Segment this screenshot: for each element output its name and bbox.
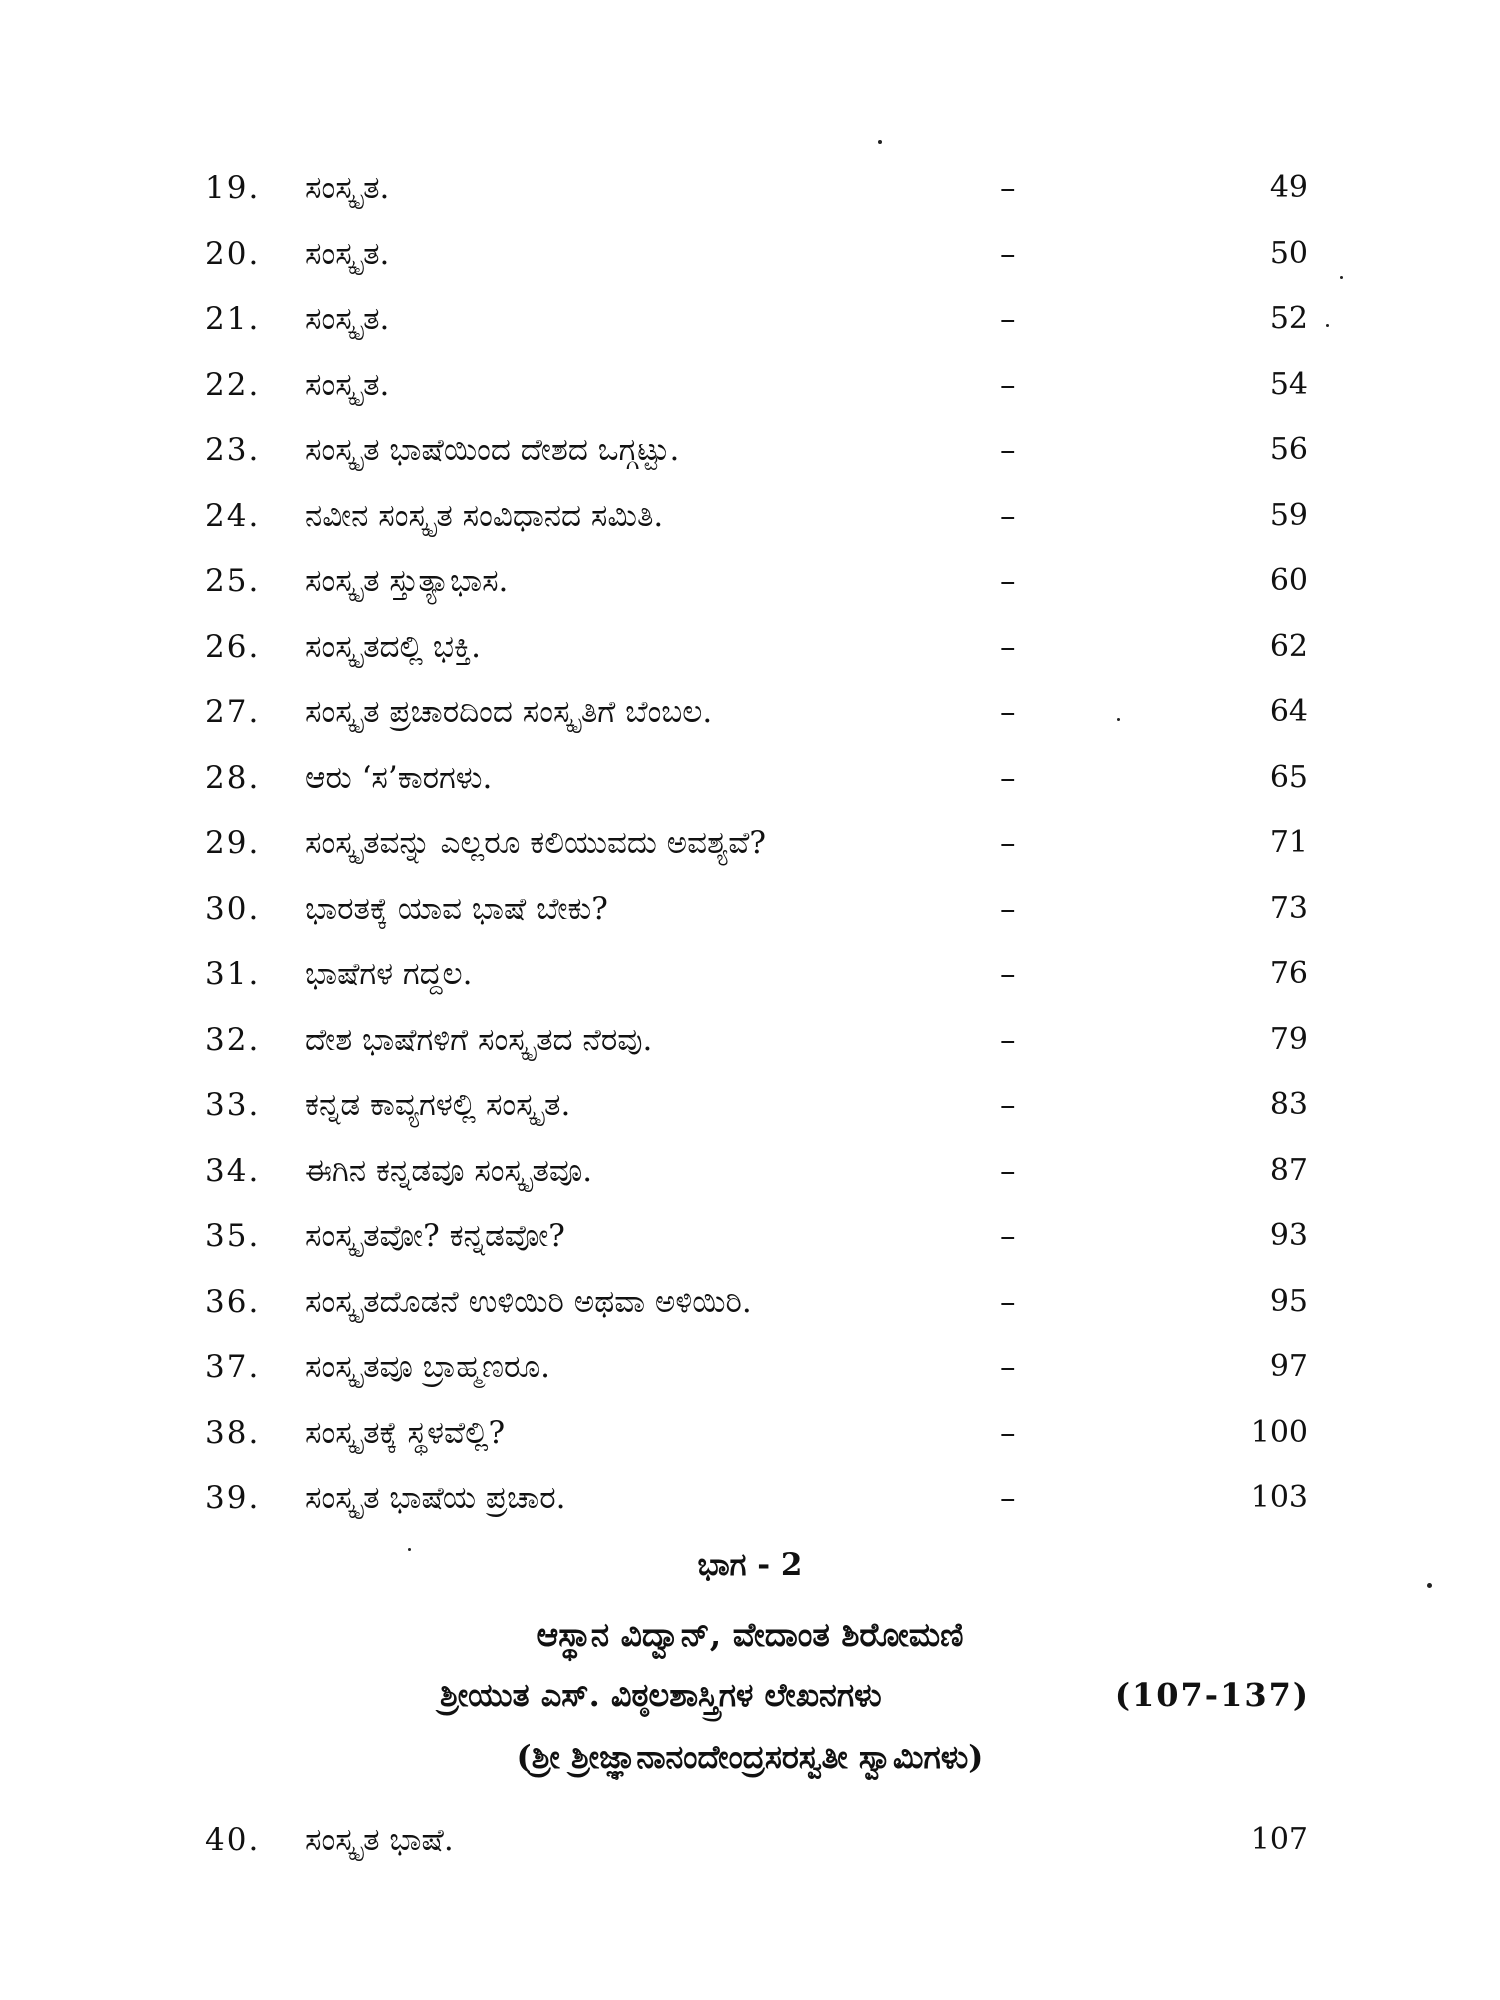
toc-entry [0,813,1500,873]
entry-title: ಸಂಸ್ಕೃತ. [305,367,390,403]
entry-title: ಸಂಸ್ಕೃತವೋ? ಕನ್ನಡವೋ? [305,1218,565,1254]
entry-page-number: 59 [1269,498,1308,533]
entry-number: 21. [205,301,261,337]
entry-number: 26. [205,629,261,665]
entry-title: ಭಾಷೆಗಳ ಗದ್ದಲ. [305,956,473,992]
entry-page-number: 79 [1269,1022,1308,1057]
entry-number: 30. [205,891,261,927]
toc-entry [0,1010,1500,1070]
toc-entry [0,879,1500,939]
entry-title: ದೇಶ ಭಾಷೆಗಳಿಗೆ ಸಂಸ್ಕೃತದ ನೆರವು. [305,1022,653,1058]
entry-number: 20. [205,236,261,272]
entry-page-number: 50 [1269,236,1308,271]
scan-speck [1427,1583,1432,1588]
entry-title: ಸಂಸ್ಕೃತ ಭಾಷೆ. [305,1822,454,1858]
entry-dash: – [1000,1415,1016,1451]
toc-entry [0,289,1500,349]
scan-speck [1117,718,1120,721]
scan-speck [1340,276,1343,279]
entry-dash: – [1000,170,1016,206]
entry-number: 40. [205,1822,261,1858]
entry-title: ಸಂಸ್ಕೃತವನ್ನು ಎಲ್ಲರೂ ಕಲಿಯುವದು ಅವಶ್ಯವೆ? [305,825,767,861]
part-page-range: (107-137) [1114,1676,1310,1714]
toc-entry [0,158,1500,218]
entry-title: ಸಂಸ್ಕೃತದೊಡನೆ ಉಳಿಯಿರಿ ಅಥವಾ ಅಳಿಯಿರಿ. [305,1284,752,1320]
entry-number: 28. [205,760,261,796]
entry-page-number: 83 [1269,1087,1308,1122]
entry-page-number: 73 [1269,891,1308,926]
entry-title: ಆರು ‘ಸ’ಕಾರಗಳು. [305,760,493,796]
entry-page-number: 107 [1250,1822,1308,1857]
toc-entry [0,748,1500,808]
entry-title: ಕನ್ನಡ ಕಾವ್ಯಗಳಲ್ಲಿ ಸಂಸ್ಕೃತ. [305,1087,571,1123]
entry-number: 38. [205,1415,261,1451]
toc-entry [0,1403,1500,1463]
part-author: ಶ್ರೀಯುತ ಎಸ್. ವಿಠ್ಠಲಶಾಸ್ತ್ರಿಗಳ ಲೇಖನಗಳು [440,1676,882,1714]
entry-title: ನವೀನ ಸಂಸ್ಕೃತ ಸಂವಿಧಾನದ ಸಮಿತಿ. [305,498,664,534]
scan-speck [408,1548,411,1551]
entry-title: ಭಾರತಕ್ಕೆ ಯಾವ ಭಾಷೆ ಬೇಕು? [305,891,608,927]
entry-number: 22. [205,367,261,403]
entry-number: 19. [205,170,261,206]
toc-entry [0,1810,1500,1870]
toc-entry [0,551,1500,611]
entry-dash: – [1000,1087,1016,1123]
entry-page-number: 56 [1269,432,1308,467]
entry-dash: – [1000,301,1016,337]
toc-entry [0,420,1500,480]
entry-page-number: 103 [1250,1480,1308,1515]
entry-dash: – [1000,367,1016,403]
entry-title: ಸಂಸ್ಕೃತದಲ್ಲಿ ಭಕ್ತಿ. [305,629,482,665]
entry-number: 33. [205,1087,261,1123]
entry-number: 32. [205,1022,261,1058]
toc-entry [0,486,1500,546]
entry-number: 29. [205,825,261,861]
entry-number: 25. [205,563,261,599]
entry-page-number: 95 [1269,1284,1308,1319]
entry-page-number: 60 [1269,563,1308,598]
toc-entry [0,1141,1500,1201]
toc-entry [0,682,1500,742]
entry-title: ಸಂಸ್ಕೃತ ಸ್ತುತ್ಯಾಭಾಸ. [305,563,509,599]
scan-speck [1326,324,1329,327]
entry-title: ಸಂಸ್ಕೃತ. [305,236,390,272]
toc-entry [0,1272,1500,1332]
toc-entry [0,355,1500,415]
entry-page-number: 93 [1269,1218,1308,1253]
entry-dash: – [1000,629,1016,665]
entry-dash: – [1000,432,1016,468]
entry-title: ಸಂಸ್ಕೃತ ಭಾಷೆಯಿಂದ ದೇಶದ ಒಗ್ಗಟ್ಟು. [305,432,680,468]
entry-number: 23. [205,432,261,468]
entry-page-number: 76 [1269,956,1308,991]
entry-number: 36. [205,1284,261,1320]
part-heading: ಭಾಗ - 2 [697,1547,803,1583]
scan-speck [878,140,882,144]
entry-page-number: 65 [1269,760,1308,795]
entry-title: ಈಗಿನ ಕನ್ನಡವೂ ಸಂಸ್ಕೃತವೂ. [305,1153,593,1189]
entry-title: ಸಂಸ್ಕೃತವೂ ಬ್ರಾಹ್ಮಣರೂ. [305,1349,550,1385]
entry-dash: – [1000,956,1016,992]
toc-entry [0,1206,1500,1266]
entry-page-number: 62 [1269,629,1308,664]
entry-number: 39. [205,1480,261,1516]
toc-entry [0,944,1500,1004]
entry-dash: – [1000,760,1016,796]
entry-dash: – [1000,694,1016,730]
toc-entry [0,224,1500,284]
entry-title: ಸಂಸ್ಕೃತ. [305,301,390,337]
entry-number: 27. [205,694,261,730]
entry-dash: – [1000,891,1016,927]
entry-page-number: 87 [1269,1153,1308,1188]
entry-dash: – [1000,825,1016,861]
entry-dash: – [1000,1218,1016,1254]
entry-dash: – [1000,236,1016,272]
entry-page-number: 97 [1269,1349,1308,1384]
entry-dash: – [1000,498,1016,534]
entry-title: ಸಂಸ್ಕೃತ ಪ್ರಚಾರದಿಂದ ಸಂಸ್ಕೃತಿಗೆ ಬೆಂಬಲ. [305,694,713,730]
entry-number: 34. [205,1153,261,1189]
entry-dash: – [1000,1153,1016,1189]
entry-page-number: 71 [1269,825,1308,860]
entry-title: ಸಂಸ್ಕೃತಕ್ಕೆ ಸ್ಥಳವೆಲ್ಲಿ? [305,1415,506,1451]
entry-title: ಸಂಸ್ಕೃತ ಭಾಷೆಯ ಪ್ರಚಾರ. [305,1480,566,1516]
entry-number: 31. [205,956,261,992]
entry-number: 24. [205,498,261,534]
entry-page-number: 52 [1269,301,1308,336]
toc-entry [0,617,1500,677]
entry-number: 37. [205,1349,261,1385]
entry-dash: – [1000,1480,1016,1516]
entry-dash: – [1000,1284,1016,1320]
toc-entry [0,1468,1500,1528]
entry-page-number: 100 [1250,1415,1308,1450]
part-blessing: (ಶ್ರೀ ಶ್ರೀಜ್ಞಾನಾನಂದೇಂದ್ರಸರಸ್ವತೀ ಸ್ವಾಮಿಗಳು) [516,1738,984,1776]
toc-entry [0,1337,1500,1397]
toc-entry [0,1075,1500,1135]
entry-page-number: 64 [1269,694,1308,729]
entry-number: 35. [205,1218,261,1254]
entry-page-number: 49 [1269,170,1308,205]
entry-dash: – [1000,1349,1016,1385]
entry-dash: – [1000,563,1016,599]
part-title: ಆಸ್ಥಾನ ವಿದ್ವಾನ್, ವೇದಾಂತ ಶಿರೋಮಣಿ [536,1615,964,1654]
entry-dash: – [1000,1022,1016,1058]
entry-page-number: 54 [1269,367,1308,402]
entry-title: ಸಂಸ್ಕೃತ. [305,170,390,206]
